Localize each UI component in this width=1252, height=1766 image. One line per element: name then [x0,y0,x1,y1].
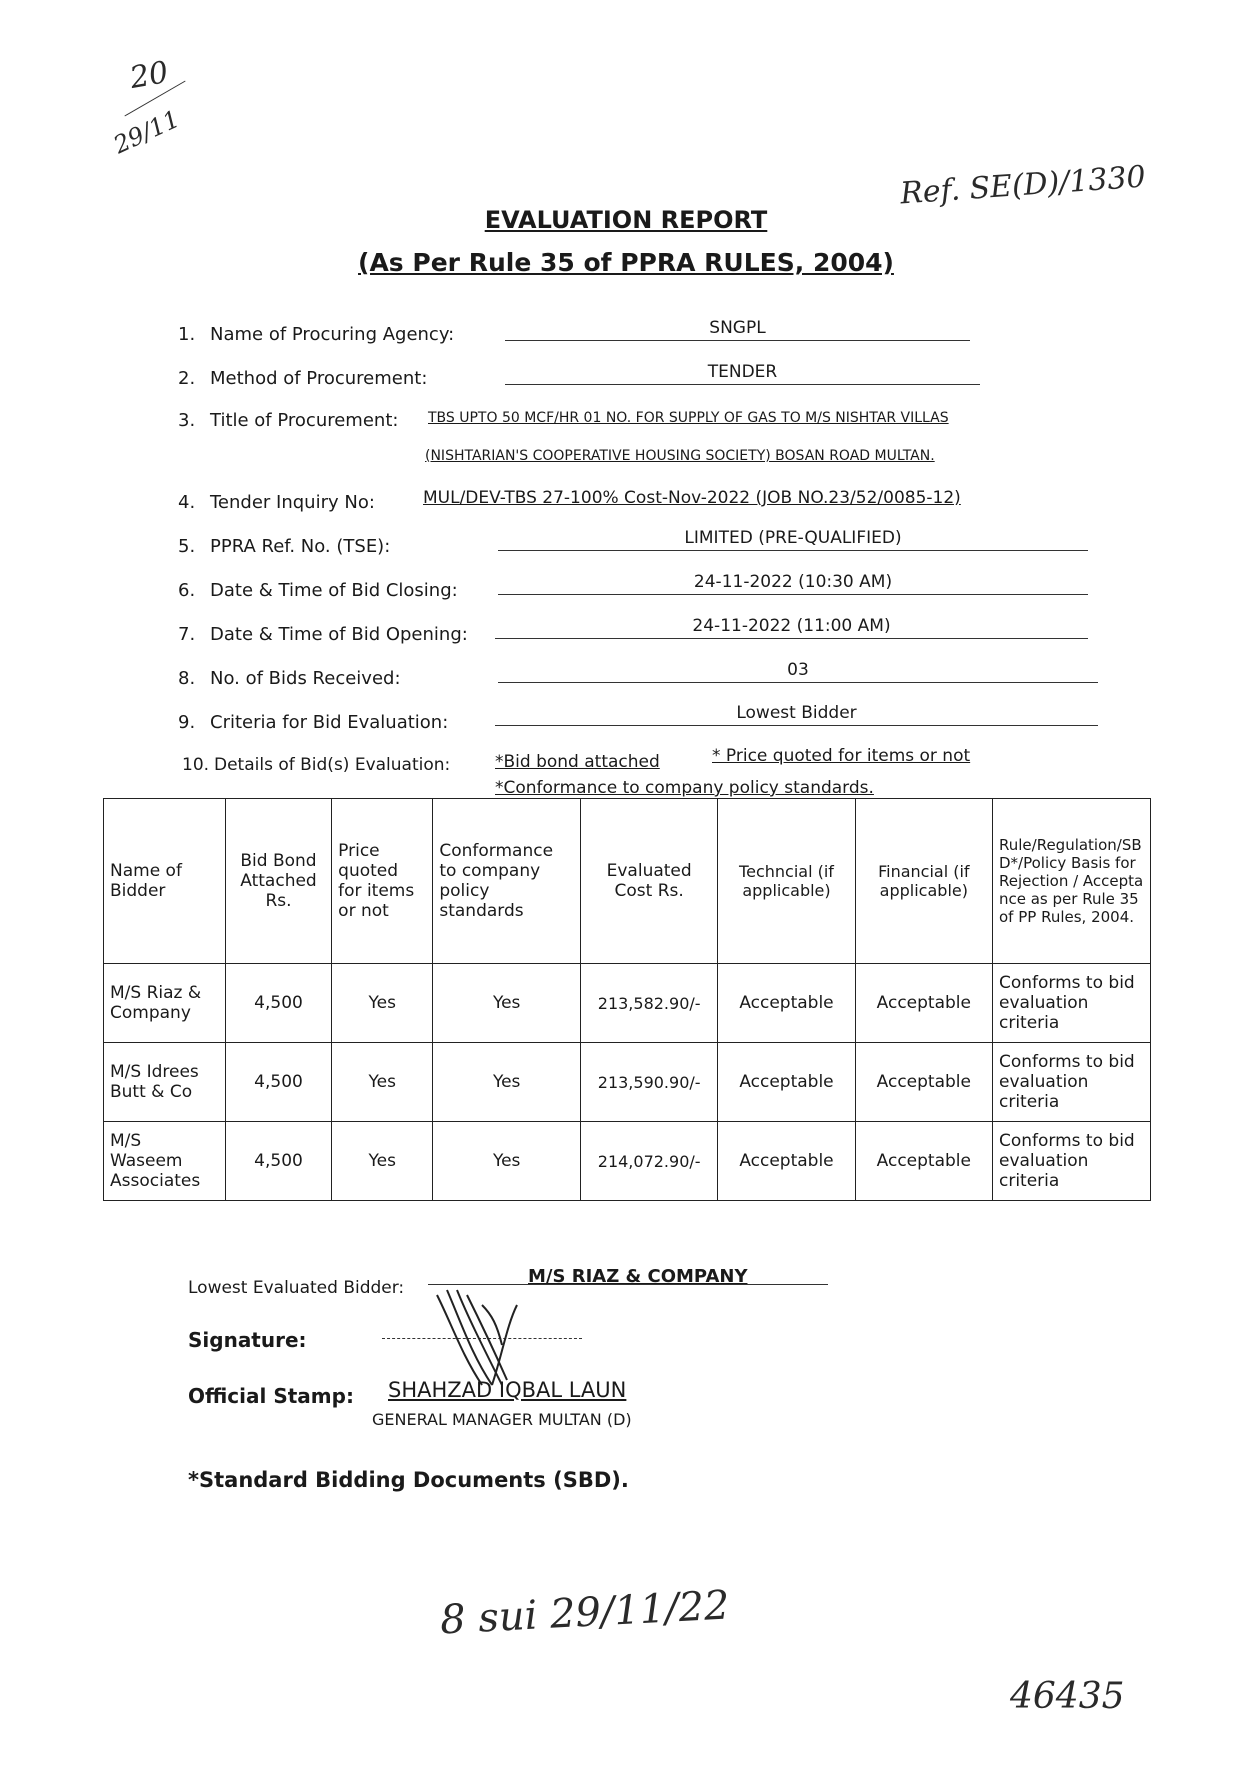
field-no-of-bids: 8. No. of Bids Received: [178,668,401,689]
method-of-procurement-value: TENDER [505,362,980,385]
field-bid-opening: 7. Date & Time of Bid Opening: [178,624,468,645]
field-title-of-procurement: 3. Title of Procurement: [178,410,399,431]
price-quoted: Yes [332,1122,433,1201]
ppra-ref-no-value: LIMITED (PRE-QUALIFIED) [498,528,1088,551]
field-ppra-ref-no: 5. PPRA Ref. No. (TSE): [178,536,391,557]
technical: Acceptable [718,1122,855,1201]
rule-basis: Conforms to bid evaluation criteria [992,1043,1150,1122]
lowest-bidder-label: Lowest Evaluated Bidder: [188,1278,405,1298]
bidder-name: M/S Riaz & Company [104,964,226,1043]
field-criteria-bid-evaluation: 9. Criteria for Bid Evaluation: [178,712,449,733]
sbd-note: *Standard Bidding Documents (SBD). [188,1468,629,1492]
price-quoted: Yes [332,1043,433,1122]
handwritten-page-number: 20 [127,54,171,97]
col-technical: Techncial (if applicable) [718,799,855,964]
page-title: EVALUATION REPORT [484,206,768,234]
bidder-name: M/S Waseem Associates [104,1122,226,1201]
field-method-of-procurement: 2. Method of Procurement: [178,368,428,389]
field-bid-closing: 6. Date & Time of Bid Closing: [178,580,458,601]
rule-basis: Conforms to bid evaluation criteria [992,1122,1150,1201]
col-conformance: Conformance to company policy standards [433,799,581,964]
handwritten-diary-number: 46435 [1010,1676,1125,1717]
title-of-procurement-value: TBS UPTO 50 MCF/HR 01 NO. FOR SUPPLY OF GAS TO M/S NISHTAR VILLAS [428,410,949,426]
technical: Acceptable [718,1043,855,1122]
col-rule-basis: Rule/Regulation/SBD*/Policy Basis for Rejection / Acceptance as per Rule 35 of PP Rules, 2004. [992,799,1150,964]
table-row [104,1122,1151,1201]
field-tender-inquiry-no: 4. Tender Inquiry No: [178,492,375,513]
page-subtitle: (As Per Rule 35 of PPRA RULES, 2004) [358,248,894,277]
title-of-procurement-value-line2: (NISHTARIAN'S COOPERATIVE HOUSING SOCIETY) BOSAN ROAD MULTAN. [425,448,935,464]
conformance: Yes [433,1043,581,1122]
bid-closing-value: 24-11-2022 (10:30 AM) [498,572,1088,595]
rule-basis: Conforms to bid evaluation criteria [992,964,1150,1043]
table-row [104,1043,1151,1122]
col-price-quoted: Price quoted for items or not [332,799,433,964]
financial: Acceptable [855,964,992,1043]
stamp-label: Official Stamp: [188,1384,354,1408]
financial: Acceptable [855,1122,992,1201]
details-price-quoted: * Price quoted for items or not [712,746,971,766]
technical: Acceptable [718,964,855,1043]
signature-label: Signature: [188,1328,307,1352]
criteria-bid-evaluation-value: Lowest Bidder [495,703,1098,726]
bid-evaluation-table [103,798,1151,1201]
col-evaluated-cost: Evaluated Cost Rs. [581,799,718,964]
table-header-row [104,799,1151,964]
handwritten-initials-date: 8 sui 29/11/22 [438,1582,731,1644]
col-bid-bond: Bid Bond Attached Rs. [225,799,331,964]
bid-bond: 4,500 [225,964,331,1043]
handwritten-reference: Ref. SE(D)/1330 [899,159,1147,212]
stamp-title: GENERAL MANAGER MULTAN (D) [372,1410,632,1429]
evaluated-cost: 214,072.90/- [581,1122,718,1201]
stamp-name: SHAHZAD IQBAL LAUN [388,1378,627,1402]
bid-bond: 4,500 [225,1043,331,1122]
tender-inquiry-no-value: MUL/DEV-TBS 27-100% Cost-Nov-2022 (JOB NO.23/52/0085-12) [423,488,961,508]
bid-opening-value: 24-11-2022 (11:00 AM) [495,616,1088,639]
details-bid-bond-attached: *Bid bond attached [495,752,660,772]
bid-bond: 4,500 [225,1122,331,1201]
details-conformance: *Conformance to company policy standards. [495,778,874,798]
field-details-bid-evaluation: 10. Details of Bid(s) Evaluation: [182,755,451,775]
evaluated-cost: 213,590.90/- [581,1043,718,1122]
lowest-bidder-value: M/S RIAZ & COMPANY [528,1266,748,1287]
handwritten-date: 29/11 [109,104,184,160]
no-of-bids-value: 03 [498,660,1098,683]
col-financial: Financial (if applicable) [855,799,992,964]
field-procuring-agency: 1. Name of Procuring Agency: [178,324,455,345]
bidder-name: M/S Idrees Butt & Co [104,1043,226,1122]
financial: Acceptable [855,1043,992,1122]
col-name-of-bidder: Name of Bidder [104,799,226,964]
table-row [104,964,1151,1043]
conformance: Yes [433,964,581,1043]
conformance: Yes [433,1122,581,1201]
procuring-agency-value: SNGPL [505,318,970,341]
evaluated-cost: 213,582.90/- [581,964,718,1043]
price-quoted: Yes [332,964,433,1043]
